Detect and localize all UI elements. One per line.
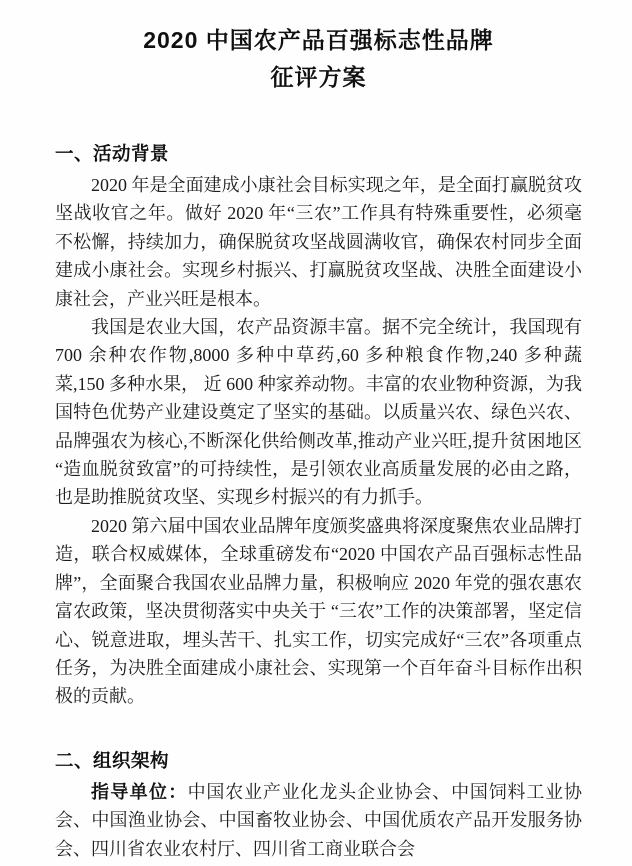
document-title-line1: 2020 中国农产品百强标志性品牌 [143, 27, 494, 53]
section-heading-activity-background: 一、活动背景 [55, 143, 170, 164]
paragraph-background-3: 2020 第六届中国农业品牌年度颁奖盛典将深度聚焦农业品牌打造，联合权威媒体，全球重磅发布“2020 中国农产品百强标志性品牌”，全面聚合我国农业品牌力量，积极响应 2020 年党的强农惠农富农政策，坚决贯彻落实中央关于 “三农”工作的决策部署，坚定信心、锐意进取，埋头苦干、扎实工作，切实完成好“三农”各项重点任务，为决胜全面建成小康社会、实现第一个百年奋斗目标作出积极的贡献。 [55, 515, 582, 707]
document-title [55, 22, 582, 96]
paragraph-background-2: 我国是农业大国，农产品资源丰富。据不完全统计，我国现有 700 余种农作物,8000 多种中草药,60 多种粮食作物,240 多种蔬菜,150 多种水果， 近 600 种家养动物。丰富的农业物种资源，为我国特色优势产业建设奠定了坚实的基础。以质量兴农、绿色兴农、品牌强农为核心,不断深化供给侧改革,推动产业兴旺,提升贫困地区“造血脱贫致富”的可持续性，是引领农业高质量发展的必由之路，也是助推脱贫攻坚、实现乡村振兴的有力抓手。 [55, 317, 582, 508]
guidance-units-label: 指导单位： [91, 781, 188, 802]
section-heading-organization: 二、组织架构 [55, 749, 170, 771]
paragraph-background-1: 2020 年是全面建成小康社会目标实现之年，是全面打赢脱贫攻坚战收官之年。做好 2020 年“三农”工作具有特殊重要性，必须毫不松懈，持续加力，确保脱贫攻坚战圆满收官，确保农村同步全面建成小康社会。实现乡村振兴、打赢脱贫攻坚战、决胜全面建设小康社会，产业兴旺是根本。 [55, 175, 582, 309]
document-title-line2: 征评方案 [270, 64, 367, 90]
paragraph-guidance-units [55, 778, 582, 863]
guidance-units-text: 中国农业产业化龙头企业协会、中国饲料工业协会、中国渔业协会、中国畜牧业协会、中国优质农产品开发服务协会、四川省农业农村厅、四川省工商业联合会 [55, 781, 583, 859]
